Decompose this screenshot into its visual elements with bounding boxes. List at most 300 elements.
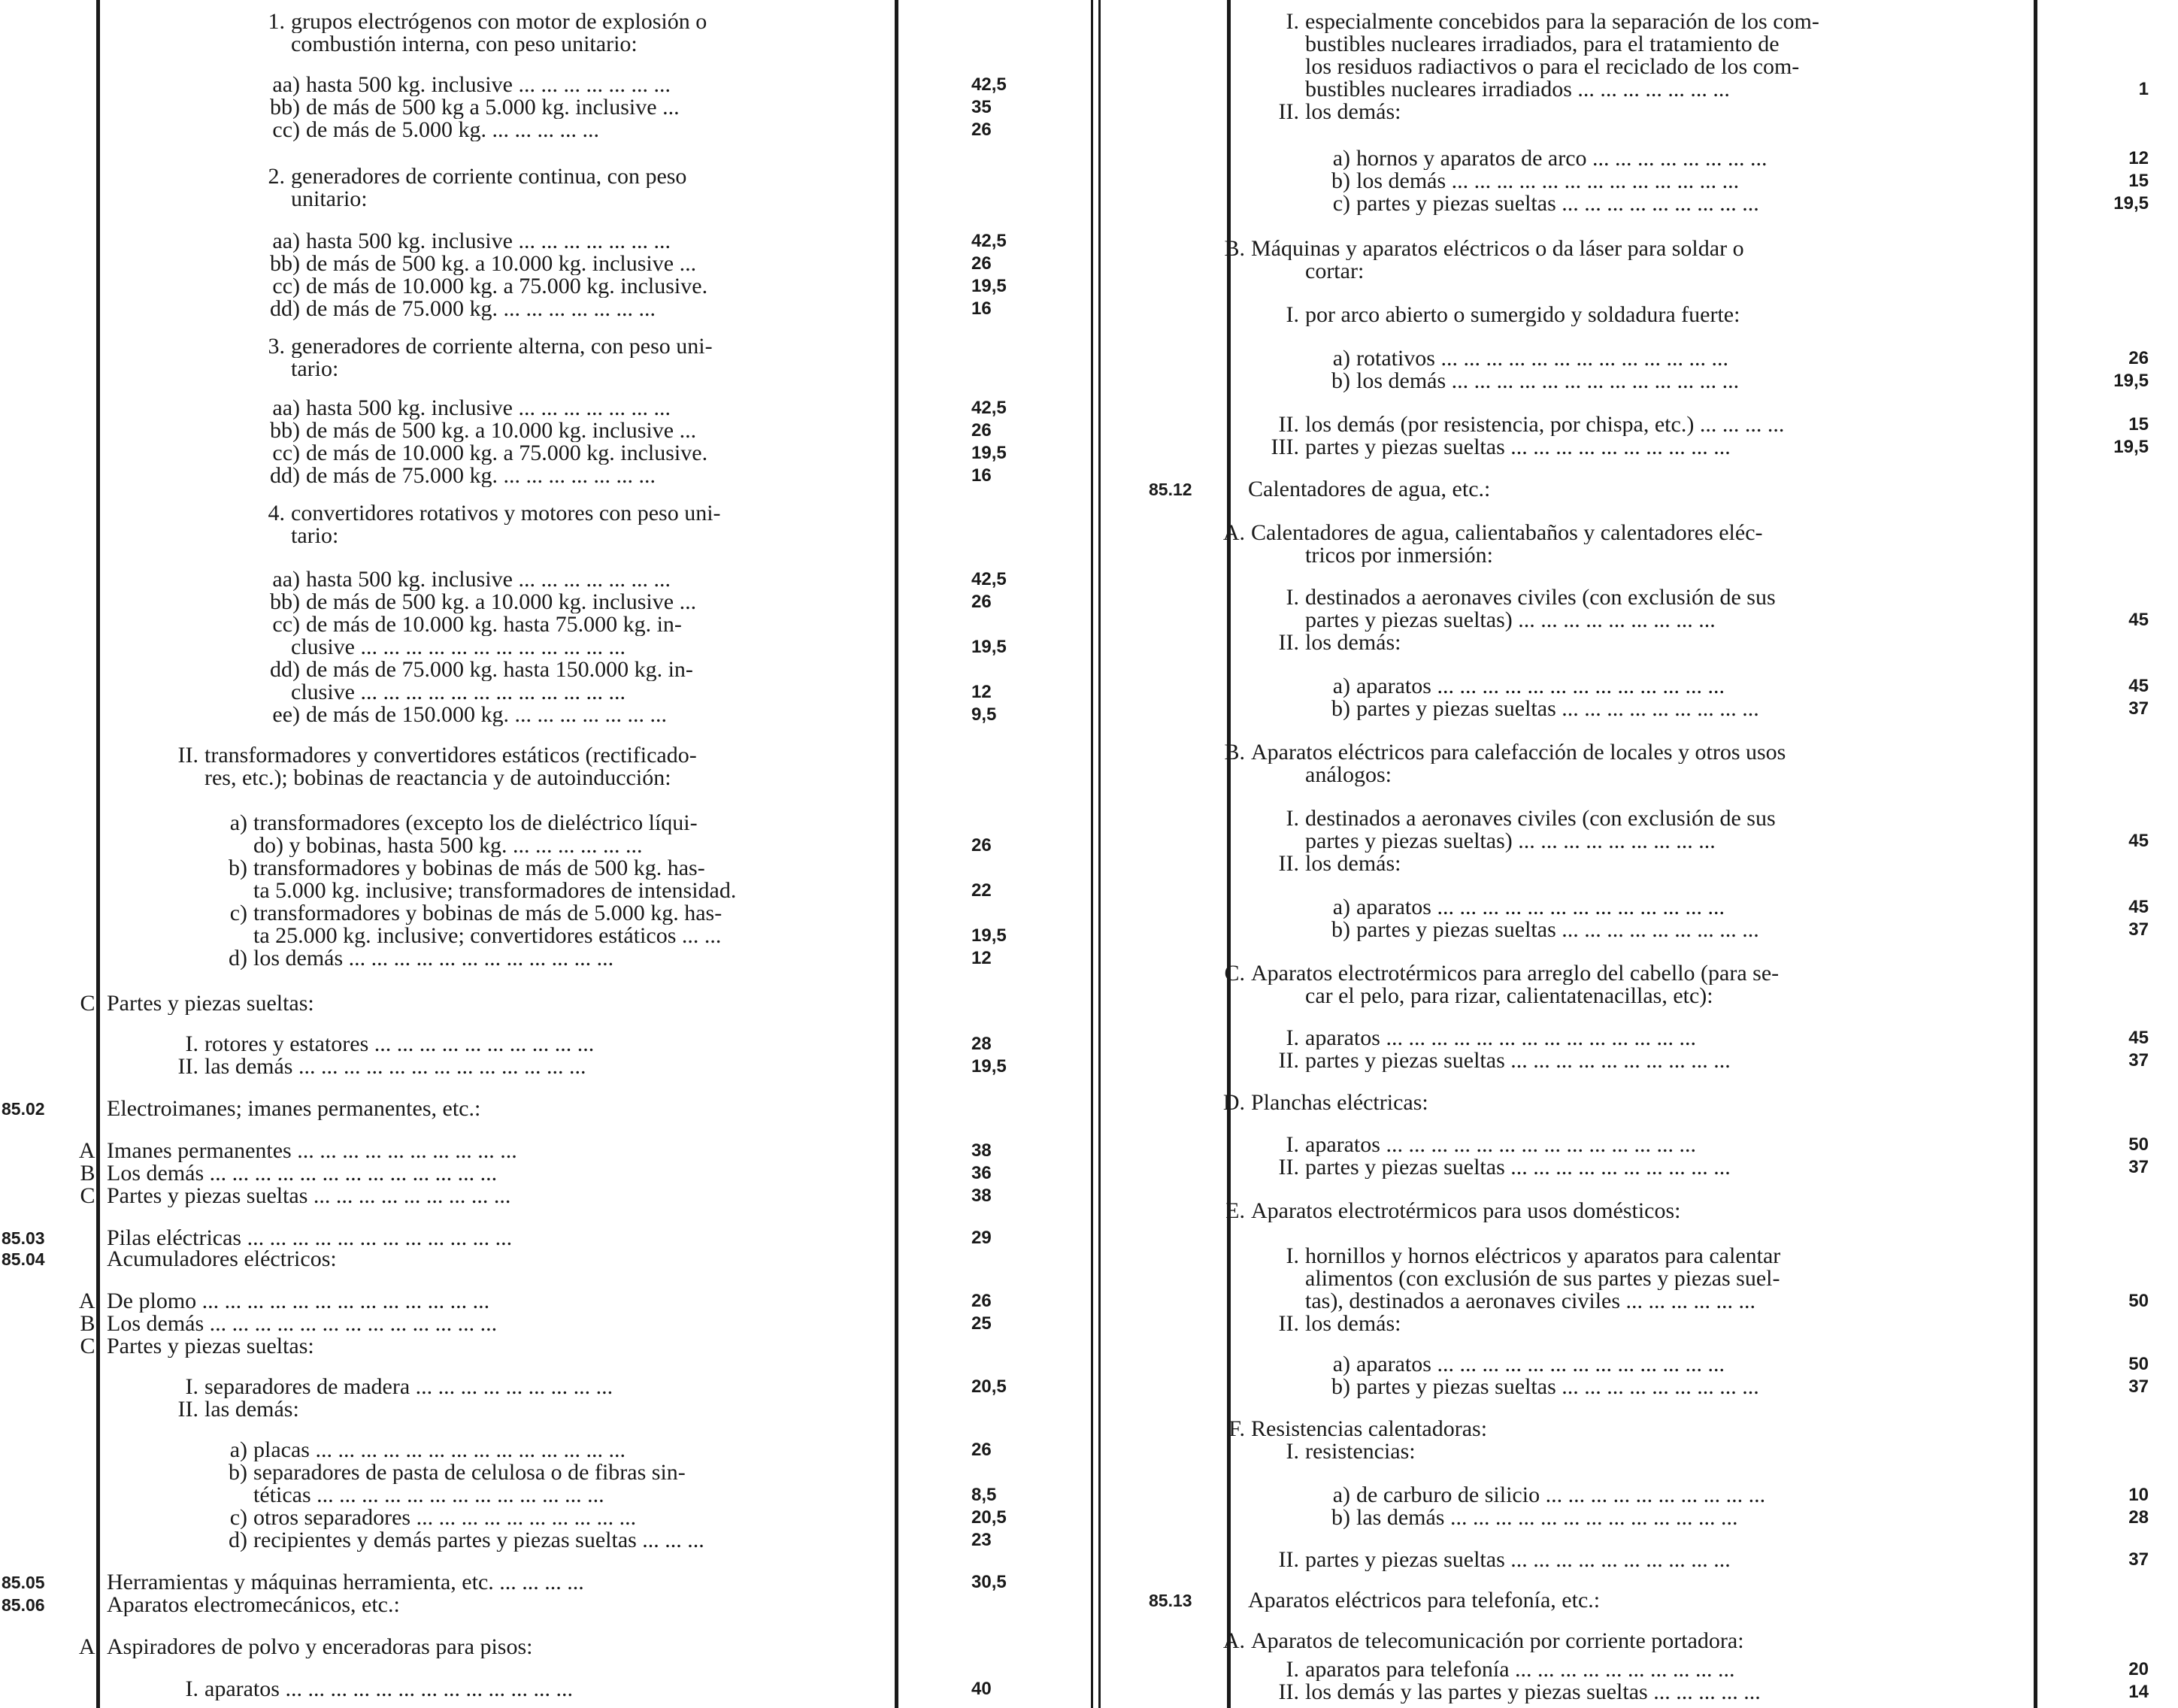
duty-rate: 14	[2128, 1682, 2149, 1702]
item-text: las demás:	[204, 1398, 299, 1421]
duty-rate: 42,5	[971, 74, 1007, 95]
item-text: de más de 500 kg a 5.000 kg. inclusive ...	[306, 96, 680, 119]
right-tariff-row	[0, 170, 2178, 192]
item-label: A.	[78, 1636, 101, 1658]
right-tariff-row	[0, 56, 2178, 78]
item-text: Aparatos de telecomunicación por corriente portadora:	[1251, 1630, 1744, 1652]
right-tariff-row	[0, 1245, 2178, 1267]
item-label: B.	[1224, 238, 1245, 260]
item-label: aa)	[272, 397, 300, 419]
duty-rate: 45	[2128, 1028, 2149, 1048]
right-tariff-row	[0, 830, 2178, 852]
item-text: las demás ... ... ... ... ... ... ... ... ... ... ... ... ...	[1356, 1507, 1738, 1529]
right-tariff-row	[0, 896, 2178, 919]
duty-rate: 38	[971, 1140, 992, 1161]
item-text: especialmente concebidos para la separación de los com-	[1305, 11, 1819, 33]
duty-rate: 45	[2128, 676, 2149, 696]
heading-code: 85.13	[1149, 1591, 1192, 1610]
right-tariff-row	[0, 1049, 2178, 1072]
duty-rate: 15	[2128, 171, 2149, 191]
item-text: ta 25.000 kg. inclusive; convertidores estáticos ... ...	[253, 925, 722, 947]
item-label: B.	[80, 1313, 101, 1335]
right-tariff-row	[0, 764, 2178, 786]
duty-rate: 37	[2128, 1549, 2149, 1570]
duty-rate: 23	[971, 1530, 992, 1550]
item-text: aparatos ... ... ... ... ... ... ... ... ... ... ... ... ...	[1356, 1353, 1725, 1376]
duty-rate: 30,5	[971, 1572, 1007, 1592]
item-label: I.	[1286, 1027, 1299, 1049]
heading-code: 85.02	[2, 1099, 45, 1119]
item-label: I.	[185, 1678, 198, 1700]
item-text: Herramientas y máquinas herramienta, etc. ... ... ... ...	[107, 1571, 584, 1594]
duty-rate: 37	[2128, 1050, 2149, 1071]
duty-rate: 26	[971, 120, 992, 140]
item-label: C.	[80, 1185, 101, 1207]
item-label: C.	[80, 1335, 101, 1358]
item-text: destinados a aeronaves civiles (con exclusión de sus	[1305, 586, 1776, 609]
item-text: aparatos ... ... ... ... ... ... ... ... ... ... ... ... ...	[1356, 896, 1725, 919]
item-text: grupos electrógenos con motor de explosión o	[291, 11, 707, 33]
item-text: partes y piezas sueltas ... ... ... ... ... ... ... ... ... ...	[1305, 1549, 1731, 1571]
item-text: unitario:	[291, 188, 368, 210]
item-text: Acumuladores eléctricos:	[107, 1248, 337, 1270]
duty-rate: 16	[971, 298, 992, 319]
duty-rate: 20,5	[971, 1376, 1007, 1397]
item-text: de más de 500 kg. a 10.000 kg. inclusive ...	[306, 419, 697, 442]
right-tariff-row	[0, 544, 2178, 567]
item-label: II.	[1278, 1681, 1299, 1703]
right-tariff-row	[0, 1440, 2178, 1463]
right-tariff-row	[0, 238, 2178, 260]
item-label: B.	[80, 1162, 101, 1185]
item-text: los demás (por resistencia, por chispa, etc.) ... ... ... ...	[1305, 413, 1785, 436]
right-tariff-row	[0, 1589, 2178, 1612]
item-text: Máquinas y aparatos eléctricos o da láser para soldar o	[1251, 238, 1744, 260]
duty-rate: 37	[2128, 1157, 2149, 1177]
item-text: hasta 500 kg. inclusive ... ... ... ... ... ... ...	[306, 568, 671, 591]
duty-rate: 26	[2128, 348, 2149, 368]
item-label: c)	[229, 1507, 247, 1529]
item-label: II.	[1278, 1049, 1299, 1072]
item-text: los residuos radiactivos o para el reciclado de los com-	[1305, 56, 1800, 78]
item-text: Planchas eléctricas:	[1251, 1092, 1428, 1114]
item-label: II.	[177, 1398, 198, 1421]
left-tariff-row	[0, 1461, 2178, 1484]
item-label: aa)	[272, 568, 300, 591]
item-text: tricos por inmersión:	[1305, 544, 1493, 567]
item-text: de carburo de silicio ... ... ... ... ... ... ... ... ... ...	[1356, 1484, 1766, 1507]
item-label: II.	[1278, 852, 1299, 875]
item-text: de más de 150.000 kg. ... ... ... ... ... ... ...	[306, 704, 667, 726]
item-label: II.	[1278, 1313, 1299, 1335]
duty-rate: 50	[2128, 1354, 2149, 1374]
right-tariff-row	[0, 852, 2178, 875]
item-text: separadores de pasta de celulosa o de fibras sin-	[253, 1461, 686, 1484]
item-label: b)	[1331, 170, 1350, 192]
duty-rate: 20	[2128, 1659, 2149, 1679]
item-text: transformadores y bobinas de más de 500 kg. has-	[253, 857, 705, 880]
item-label: cc)	[272, 119, 300, 141]
item-text: Calentadores de agua, calientabaños y calentadores eléc-	[1251, 522, 1763, 544]
duty-rate: 19,5	[971, 276, 1007, 296]
right-tariff-row	[0, 1376, 2178, 1398]
item-text: téticas ... ... ... ... ... ... ... ... ... ... ... ... ...	[253, 1484, 604, 1507]
item-label: dd)	[270, 465, 300, 487]
item-text: transformadores (excepto los de dieléctrico líqui-	[253, 812, 698, 834]
duty-rate: 37	[2128, 1376, 2149, 1397]
item-text: partes y piezas sueltas ... ... ... ... ... ... ... ... ...	[1356, 1376, 1759, 1398]
item-text: aparatos para telefonía ... ... ... ... ... ... ... ... ... ...	[1305, 1658, 1735, 1681]
item-text: los demás ... ... ... ... ... ... ... ... ... ... ... ... ...	[1356, 370, 1740, 392]
duty-rate: 12	[2128, 148, 2149, 168]
item-text: Partes y piezas sueltas ... ... ... ... ... ... ... ... ...	[107, 1185, 511, 1207]
duty-rate: 40	[971, 1679, 992, 1699]
item-label: I.	[1286, 11, 1299, 33]
item-label: II.	[1278, 1156, 1299, 1179]
right-tariff-row	[0, 1092, 2178, 1114]
item-text: análogos:	[1305, 764, 1392, 786]
right-tariff-row	[0, 675, 2178, 698]
heading-code: 85.06	[2, 1595, 45, 1615]
right-tariff-row	[0, 586, 2178, 609]
duty-rate: 45	[2128, 897, 2149, 917]
item-text: de más de 500 kg. a 10.000 kg. inclusive ...	[306, 253, 697, 275]
duty-rate: 16	[971, 465, 992, 486]
item-text: cortar:	[1305, 260, 1365, 283]
item-label: bb)	[270, 96, 300, 119]
item-text: partes y piezas sueltas) ... ... ... ... ... ... ... ... ...	[1305, 830, 1716, 852]
item-label: 2.	[268, 165, 285, 188]
item-text: aparatos ... ... ... ... ... ... ... ... ... ... ... ... ... ...	[1305, 1027, 1696, 1049]
duty-rate: 9,5	[971, 704, 997, 725]
item-text: destinados a aeronaves civiles (con exclusión de sus	[1305, 807, 1776, 830]
duty-rate: 28	[2128, 1507, 2149, 1528]
right-tariff-row	[0, 985, 2178, 1007]
item-label: II.	[1278, 413, 1299, 436]
item-text: Aparatos electrotérmicos para usos domésticos:	[1251, 1200, 1681, 1222]
item-text: partes y piezas sueltas ... ... ... ... ... ... ... ... ... ...	[1305, 1049, 1731, 1072]
right-tariff-row	[0, 101, 2178, 123]
duty-rate: 45	[2128, 610, 2149, 630]
duty-rate: 19,5	[971, 1056, 1007, 1077]
item-text: Partes y piezas sueltas:	[107, 992, 314, 1015]
right-tariff-row	[0, 698, 2178, 720]
item-label: a)	[1332, 675, 1350, 698]
item-text: Partes y piezas sueltas:	[107, 1335, 314, 1358]
item-text: tario:	[291, 358, 339, 380]
duty-rate: 26	[971, 592, 992, 612]
item-label: I.	[185, 1376, 198, 1398]
duty-rate: 45	[2128, 831, 2149, 851]
item-text: de más de 75.000 kg. ... ... ... ... ... ... ...	[306, 465, 656, 487]
item-text: los demás:	[1305, 631, 1401, 654]
item-text: aparatos ... ... ... ... ... ... ... ... ... ... ... ... ...	[1356, 675, 1725, 698]
duty-rate: 26	[971, 1291, 992, 1311]
item-label: 1.	[268, 11, 285, 33]
item-label: b)	[1331, 698, 1350, 720]
right-tariff-row	[0, 1134, 2178, 1156]
right-tariff-row	[0, 478, 2178, 501]
item-label: dd)	[270, 298, 300, 320]
item-text: Los demás ... ... ... ... ... ... ... ... ... ... ... ... ...	[107, 1313, 498, 1335]
item-label: A.	[1222, 522, 1245, 544]
item-label: I.	[1286, 1245, 1299, 1267]
item-label: I.	[1286, 1440, 1299, 1463]
item-text: partes y piezas sueltas ... ... ... ... ... ... ... ... ... ...	[1305, 1156, 1731, 1179]
item-text: car el pelo, para rizar, calientatenacillas, etc):	[1305, 985, 1713, 1007]
duty-rate: 29	[971, 1228, 992, 1248]
item-text: generadores de corriente continua, con peso	[291, 165, 687, 188]
item-text: de más de 5.000 kg. ... ... ... ... ...	[306, 119, 599, 141]
item-text: tas), destinados a aeronaves civiles ... ... ... ... ... ...	[1305, 1290, 1756, 1313]
right-tariff-row	[0, 1027, 2178, 1049]
item-text: hasta 500 kg. inclusive ... ... ... ... ... ... ...	[306, 230, 671, 253]
item-label: b)	[229, 857, 247, 880]
item-label: a)	[1332, 1484, 1350, 1507]
duty-rate: 26	[971, 835, 992, 856]
item-text: recipientes y demás partes y piezas sueltas ... ... ...	[253, 1529, 704, 1552]
duty-rate: 42,5	[971, 569, 1007, 589]
item-text: Aparatos electromecánicos, etc.:	[107, 1594, 400, 1616]
item-text: Pilas eléctricas ... ... ... ... ... ... ... ... ... ... ... ...	[107, 1227, 513, 1249]
duty-rate: 10	[2128, 1485, 2149, 1505]
item-text: convertidores rotativos y motores con peso uni-	[291, 502, 721, 525]
duty-rate: 42,5	[971, 398, 1007, 418]
item-text: los demás:	[1305, 852, 1401, 875]
item-text: Aparatos eléctricos para calefacción de locales y otros usos	[1251, 741, 1786, 764]
item-text: tario:	[291, 525, 339, 547]
duty-rate: 38	[971, 1186, 992, 1206]
right-tariff-row	[0, 436, 2178, 459]
item-text: partes y piezas sueltas ... ... ... ... ... ... ... ... ...	[1356, 698, 1759, 720]
heading-code: 85.05	[2, 1573, 45, 1592]
item-text: ta 5.000 kg. inclusive; transformadores de intensidad.	[253, 880, 737, 902]
right-tariff-row	[0, 1549, 2178, 1571]
item-label: I.	[1286, 1134, 1299, 1156]
duty-rate: 20,5	[971, 1507, 1007, 1528]
heading-code: 85.12	[1149, 480, 1192, 499]
item-text: de más de 10.000 kg. hasta 75.000 kg. in-	[306, 613, 682, 636]
duty-rate: 19,5	[2113, 371, 2149, 391]
item-label: A.	[1222, 1630, 1245, 1652]
item-label: b)	[1331, 370, 1350, 392]
item-label: d)	[229, 1529, 247, 1552]
item-label: ee)	[272, 704, 300, 726]
right-tariff-row	[0, 1200, 2178, 1222]
right-tariff-row	[0, 1156, 2178, 1179]
item-text: hornos y aparatos de arco ... ... ... ... ... ... ... ...	[1356, 147, 1768, 170]
item-label: I.	[1286, 807, 1299, 830]
heading-code: 85.04	[2, 1249, 45, 1269]
right-tariff-row	[0, 1630, 2178, 1652]
right-tariff-row	[0, 1681, 2178, 1703]
item-label: aa)	[272, 74, 300, 96]
item-label: a)	[229, 812, 247, 834]
item-text: de más de 75.000 kg. hasta 150.000 kg. in-	[306, 659, 693, 681]
item-label: 3.	[268, 335, 285, 358]
item-label: bb)	[270, 253, 300, 275]
item-text: partes y piezas sueltas) ... ... ... ... ... ... ... ... ...	[1305, 609, 1716, 631]
item-label: bb)	[270, 591, 300, 613]
heading-code: 85.03	[2, 1228, 45, 1248]
duty-rate: 25	[971, 1313, 992, 1334]
item-label: c)	[1332, 192, 1350, 215]
item-label: bb)	[270, 419, 300, 442]
item-label: II.	[1278, 1549, 1299, 1571]
duty-rate: 19,5	[971, 925, 1007, 946]
right-tariff-row	[0, 631, 2178, 654]
duty-rate: 12	[971, 948, 992, 968]
item-label: I.	[185, 1033, 198, 1055]
right-tariff-row	[0, 147, 2178, 170]
item-text: Resistencias calentadoras:	[1251, 1418, 1488, 1440]
item-text: placas ... ... ... ... ... ... ... ... ... ... ... ... ... ...	[253, 1439, 626, 1461]
right-tariff-row	[0, 78, 2178, 101]
duty-rate: 1	[2138, 79, 2149, 99]
item-label: cc)	[272, 613, 300, 636]
duty-rate: 12	[971, 682, 992, 702]
duty-rate: 35	[971, 97, 992, 117]
item-label: b)	[229, 1461, 247, 1484]
item-text: do) y bobinas, hasta 500 kg. ... ... ... ... ... ...	[253, 834, 643, 857]
right-tariff-row	[0, 192, 2178, 215]
duty-rate: 26	[971, 420, 992, 441]
item-label: a)	[1332, 347, 1350, 370]
item-label: dd)	[270, 659, 300, 681]
item-text: Aparatos eléctricos para telefonía, etc.:	[1248, 1589, 1601, 1612]
right-tariff-row	[0, 260, 2178, 283]
duty-rate: 26	[971, 253, 992, 274]
right-tariff-row	[0, 1484, 2178, 1507]
item-label: I.	[1286, 586, 1299, 609]
item-label: b)	[1331, 919, 1350, 941]
item-text: por arco abierto o sumergido y soldadura fuerte:	[1305, 304, 1740, 326]
item-text: hornillos y hornos eléctricos y aparatos para calentar	[1305, 1245, 1781, 1267]
item-text: bustibles nucleares irradiados ... ... ... ... ... ... ...	[1305, 78, 1730, 101]
duty-rate: 37	[2128, 919, 2149, 940]
duty-rate: 42,5	[971, 231, 1007, 251]
right-tariff-row	[0, 33, 2178, 56]
right-tariff-row	[0, 1418, 2178, 1440]
right-tariff-row	[0, 304, 2178, 326]
item-text: generadores de corriente alterna, con peso uni-	[291, 335, 713, 358]
item-text: hasta 500 kg. inclusive ... ... ... ... ... ... ...	[306, 74, 671, 96]
item-text: otros separadores ... ... ... ... ... ... ... ... ... ...	[253, 1507, 637, 1529]
item-text: Aparatos electrotérmicos para arreglo del cabello (para se-	[1251, 962, 1780, 985]
item-label: II.	[1278, 631, 1299, 654]
item-text: los demás ... ... ... ... ... ... ... ... ... ... ... ...	[253, 947, 614, 970]
item-label: I.	[1286, 1658, 1299, 1681]
right-tariff-row	[0, 11, 2178, 33]
right-tariff-row	[0, 1313, 2178, 1335]
item-text: transformadores y convertidores estáticos (rectificado-	[204, 744, 697, 767]
duty-rate: 19,5	[971, 443, 1007, 463]
right-tariff-row	[0, 1658, 2178, 1681]
right-tariff-row	[0, 807, 2178, 830]
duty-rate: 28	[971, 1034, 992, 1054]
item-label: a)	[229, 1439, 247, 1461]
item-label: III.	[1271, 436, 1299, 459]
item-text: bustibles nucleares irradiados, para el tratamiento de	[1305, 33, 1780, 56]
item-label: A.	[78, 1290, 101, 1313]
item-text: res, etc.); bobinas de reactancia y de autoinducción:	[204, 767, 671, 789]
item-text: de más de 500 kg. a 10.000 kg. inclusive ...	[306, 591, 697, 613]
item-text: transformadores y bobinas de más de 5.000 kg. has-	[253, 902, 722, 925]
duty-rate: 36	[971, 1163, 992, 1183]
item-text: partes y piezas sueltas ... ... ... ... ... ... ... ... ... ...	[1305, 436, 1731, 459]
item-text: separadores de madera ... ... ... ... ... ... ... ... ...	[204, 1376, 613, 1398]
duty-rate: 22	[971, 880, 992, 901]
right-tariff-row	[0, 1290, 2178, 1313]
item-label: A.	[78, 1140, 101, 1162]
item-label: b)	[1331, 1376, 1350, 1398]
item-text: combustión interna, con peso unitario:	[291, 33, 638, 56]
item-text: aparatos ... ... ... ... ... ... ... ... ... ... ... ... ...	[204, 1678, 573, 1700]
item-label: B.	[1224, 741, 1245, 764]
right-tariff-row	[0, 609, 2178, 631]
item-text: clusive ... ... ... ... ... ... ... ... ... ... ... ...	[291, 636, 626, 659]
right-tariff-row	[0, 1507, 2178, 1529]
item-text: aparatos ... ... ... ... ... ... ... ... ... ... ... ... ... ...	[1305, 1134, 1696, 1156]
item-label: C.	[80, 992, 101, 1015]
item-label: E.	[1225, 1200, 1245, 1222]
right-tariff-row	[0, 962, 2178, 985]
duty-rate: 50	[2128, 1134, 2149, 1155]
item-label: c)	[229, 902, 247, 925]
item-label: a)	[1332, 147, 1350, 170]
item-text: Electroimanes; imanes permanentes, etc.:	[107, 1098, 481, 1120]
item-label: F.	[1228, 1418, 1245, 1440]
item-text: los demás:	[1305, 1313, 1401, 1335]
right-tariff-row	[0, 370, 2178, 392]
item-label: cc)	[272, 275, 300, 298]
item-label: II.	[177, 744, 198, 767]
right-tariff-row	[0, 741, 2178, 764]
item-text: los demás y las partes y piezas sueltas ... ... ... ... ...	[1305, 1681, 1761, 1703]
duty-rate: 50	[2128, 1291, 2149, 1311]
right-tariff-row	[0, 1267, 2178, 1290]
item-label: cc)	[272, 442, 300, 465]
item-label: 4.	[268, 502, 285, 525]
right-tariff-row	[0, 1353, 2178, 1376]
duty-rate: 19,5	[2113, 193, 2149, 214]
item-text: partes y piezas sueltas ... ... ... ... ... ... ... ... ...	[1356, 192, 1759, 215]
item-text: las demás ... ... ... ... ... ... ... ... ... ... ... ... ...	[204, 1055, 586, 1078]
item-text: De plomo ... ... ... ... ... ... ... ... ... ... ... ... ...	[107, 1290, 490, 1313]
item-text: resistencias:	[1305, 1440, 1416, 1463]
item-label: d)	[229, 947, 247, 970]
item-label: II.	[177, 1055, 198, 1078]
item-label: I.	[1286, 304, 1299, 326]
item-label: a)	[1332, 1353, 1350, 1376]
item-text: partes y piezas sueltas ... ... ... ... ... ... ... ... ...	[1356, 919, 1759, 941]
item-text: de más de 10.000 kg. a 75.000 kg. inclusive.	[306, 275, 708, 298]
duty-rate: 37	[2128, 698, 2149, 719]
item-label: II.	[1278, 101, 1299, 123]
item-label: D.	[1222, 1092, 1245, 1114]
right-tariff-row	[0, 522, 2178, 544]
duty-rate: 15	[2128, 414, 2149, 435]
item-text: los demás:	[1305, 101, 1401, 123]
item-text: de más de 10.000 kg. a 75.000 kg. inclusive.	[306, 442, 708, 465]
item-text: hasta 500 kg. inclusive ... ... ... ... ... ... ...	[306, 397, 671, 419]
item-label: a)	[1332, 896, 1350, 919]
duty-rate: 8,5	[971, 1485, 997, 1505]
item-text: rotativos ... ... ... ... ... ... ... ... ... ... ... ... ...	[1356, 347, 1728, 370]
item-label: aa)	[272, 230, 300, 253]
item-text: alimentos (con exclusión de sus partes y piezas suel-	[1305, 1267, 1780, 1290]
item-label: b)	[1331, 1507, 1350, 1529]
